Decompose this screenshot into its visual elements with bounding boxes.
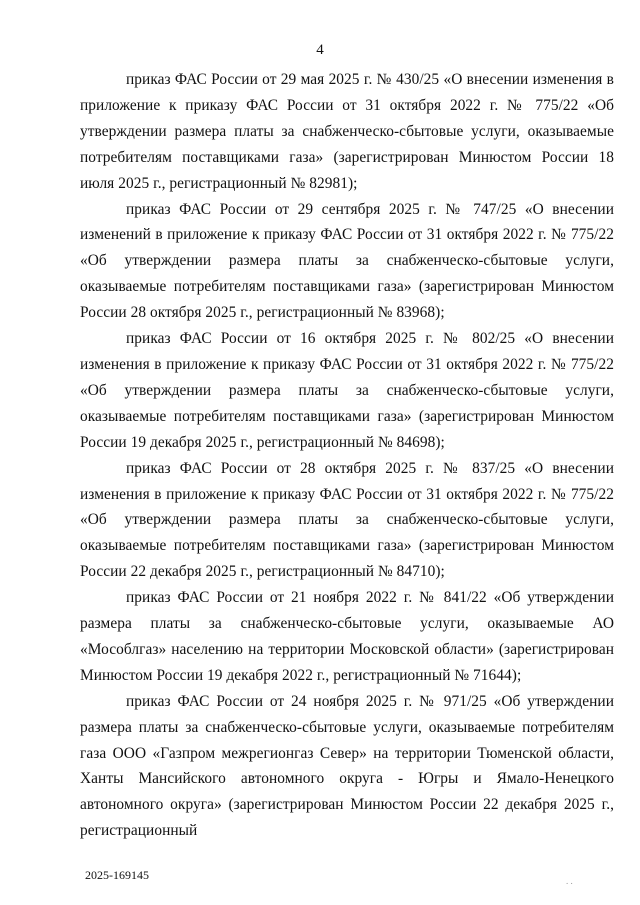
scan-mark: . . bbox=[566, 876, 573, 886]
document-body bbox=[80, 67, 614, 844]
paragraph-order-802-25: приказ ФАС России от 16 октября 2025 г. № 802/25 «О внесении изменения в приложение к приказу ФАС России от 31 октября 2022 г. № 775/22 «Об утверждении размера платы за снабженческо-сбытовые услуги, оказываемые потребителям поставщиками газа» (зарегистрирован Минюстом России 19 декабря 2025 г., регистрационный № 84698); bbox=[80, 330, 614, 451]
paragraph-order-971-25: приказ ФАС России от 24 ноября 2025 г. № 971/25 «Об утверждении размера платы за снабженческо-сбытовые услуги, оказываемые потребителям газа ООО «Газпром межрегионгаз Север» на территории Тюменской области, Ханты Мансийского автономного округа - Югры и Ямало-Ненецкого автономного округа» (зарегистрирован Минюстом России 22 декабря 2025 г., регистрационный bbox=[80, 692, 614, 840]
paragraph-order-747-25: приказ ФАС России от 29 сентября 2025 г. № 747/25 «О внесении изменений в приложение к приказу ФАС России от 31 октября 2022 г. № 775/22 «Об утверждении размера платы за снабженческо-сбытовые услуги, оказываемые потребителям поставщиками газа» (зарегистрирован Минюстом России 28 октября 2025 г., регистрационный № 83968); bbox=[80, 200, 614, 322]
paragraph-order-841-22: приказ ФАС России от 21 ноября 2022 г. № 841/22 «Об утверждении размера платы за снабженческо-сбытовые услуги, оказываемые АО «Мособлгаз» населению на территории Московской области» (зарегистрирован Минюстом России 19 декабря 2022 г., регистрационный № 71644); bbox=[80, 589, 614, 684]
paragraph-order-837-25: приказ ФАС России от 28 октября 2025 г. № 837/25 «О внесении изменения в приложение к приказу ФАС России от 31 октября 2022 г. № 775/22 «Об утверждении размера платы за снабженческо-сбытовые услуги, оказываемые потребителям поставщиками газа» (зарегистрирован Минюстом России 22 декабря 2025 г., регистрационный № 84710); bbox=[80, 459, 614, 581]
document-code: 2025-169145 bbox=[85, 868, 149, 882]
page-number: 4 bbox=[316, 42, 324, 58]
paragraph-order-430-25: приказ ФАС России от 29 мая 2025 г. № 430/25 «О внесении изменения в приложение к приказу ФАС России от 31 октября 2022 г. № 775/22 «Об утверждении размера платы за снабженческо-сбытовые услуги, оказываемые потребителям поставщиками газа» (зарегистрирован Минюстом России 18 июля 2025 г., регистрационный № 82981); bbox=[80, 71, 614, 192]
